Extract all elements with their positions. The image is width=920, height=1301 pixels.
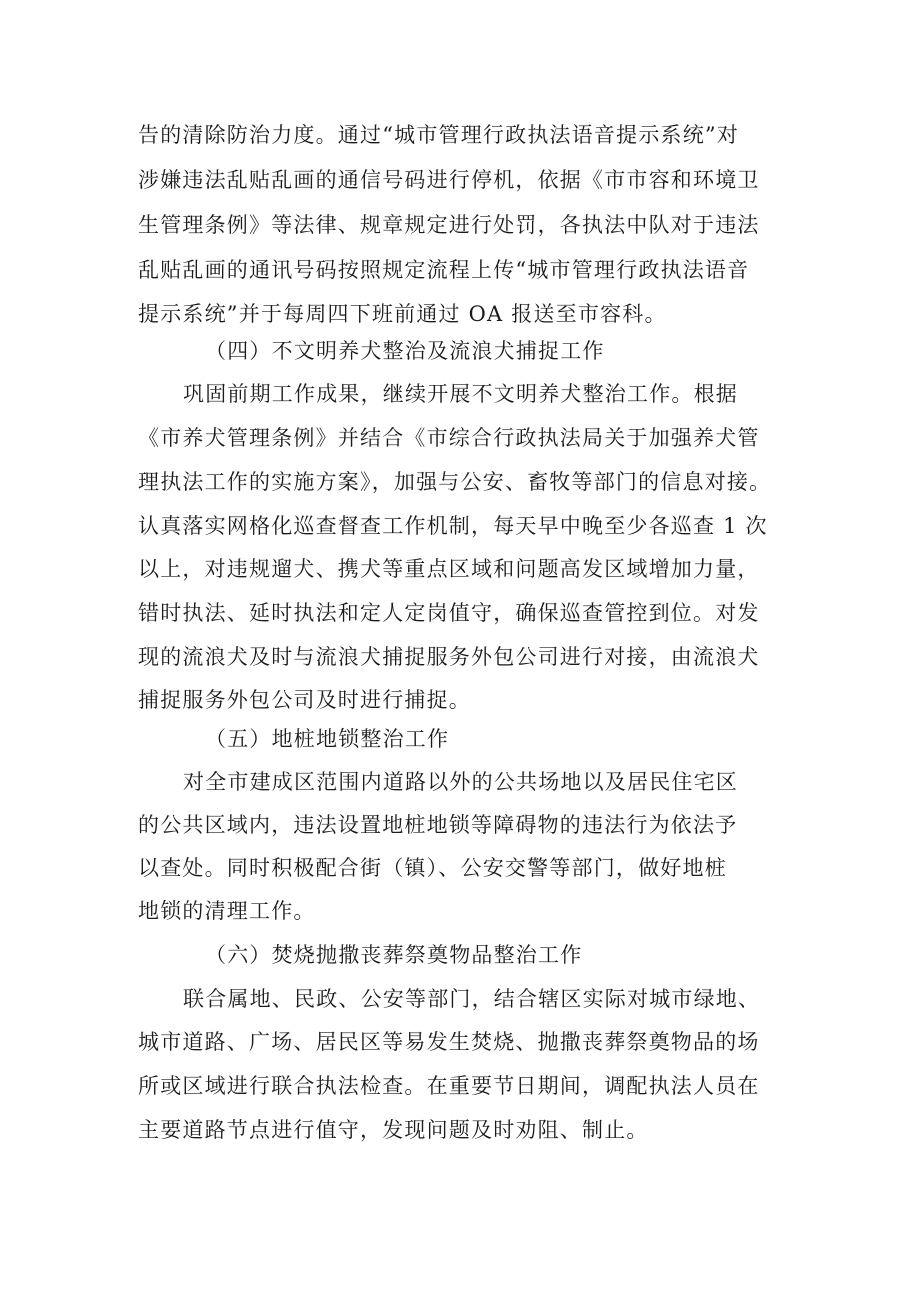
section-heading-4: （四）不文明养犬整治及流浪犬捕捉工作: [205, 339, 605, 363]
text-line: 理执法工作的实施方案》，加强与公安、畜牧等部门的信息对接。: [138, 470, 772, 494]
text-line: 地锁的清理工作。: [138, 899, 316, 923]
text-line: 联合属地、民政、公安等部门，结合辖区实际对城市绿地、: [183, 987, 761, 1011]
text-line: 现的流浪犬及时与流浪犬捕捉服务外包公司进行对接，由流浪犬: [138, 645, 760, 669]
text-line: 告的清除防治力度。通过“城市管理行政执法语音提示系统”对: [138, 123, 740, 147]
text-line: 生管理条例》等法律、规章规定进行处罚，各执法中队对于违法: [138, 213, 760, 237]
text-line: 《市养犬管理条例》并结合《市综合行政执法局关于加强养犬管: [138, 426, 760, 450]
text-line: 提示系统”并于每周四下班前通过 OA 报送至市容科。: [138, 302, 667, 326]
text-line: 涉嫌违法乱贴乱画的通信号码进行停机，依据《市市容和环境卫: [138, 168, 760, 192]
text-line: 认真落实网格化巡查督查工作机制，每天早中晚至少各巡查 1 次: [138, 514, 768, 538]
text-line: 捕捉服务外包公司及时进行捕捉。: [138, 688, 471, 712]
text-line: 以上，对违规遛犬、携犬等重点区域和问题高发区域增加力量，: [138, 557, 760, 581]
text-line: 以查处。同时积极配合街（镇）、公安交警等部门，做好地桩: [138, 856, 727, 880]
text-line: 主要道路节点进行值守，发现问题及时劝阻、制止。: [138, 1118, 649, 1142]
section-heading-6: （六）焚烧抛撒丧葬祭奠物品整治工作: [205, 943, 583, 967]
section-heading-5: （五）地桩地锁整治工作: [205, 727, 450, 751]
text-line: 乱贴乱画的通讯号码按照规定流程上传“城市管理行政执法语音: [138, 258, 750, 282]
text-line: 城市道路、广场、居民区等易发生焚烧、抛撒丧葬祭奠物品的场: [138, 1030, 760, 1054]
text-line: 对全市建成区范围内道路以外的公共场地以及居民住宅区: [183, 770, 738, 794]
text-line: 错时执法、延时执法和定人定岗值守，确保巡查管控到位。对发: [138, 601, 760, 625]
text-line: 所或区域进行联合执法检查。在重要节日期间，调配执法人员在: [138, 1074, 760, 1098]
text-line: 巩固前期工作成果，继续开展不文明养犬整治工作。根据: [183, 382, 738, 406]
text-line: 的公共区域内，违法设置地桩地锁等障碍物的违法行为依法予: [138, 813, 738, 837]
